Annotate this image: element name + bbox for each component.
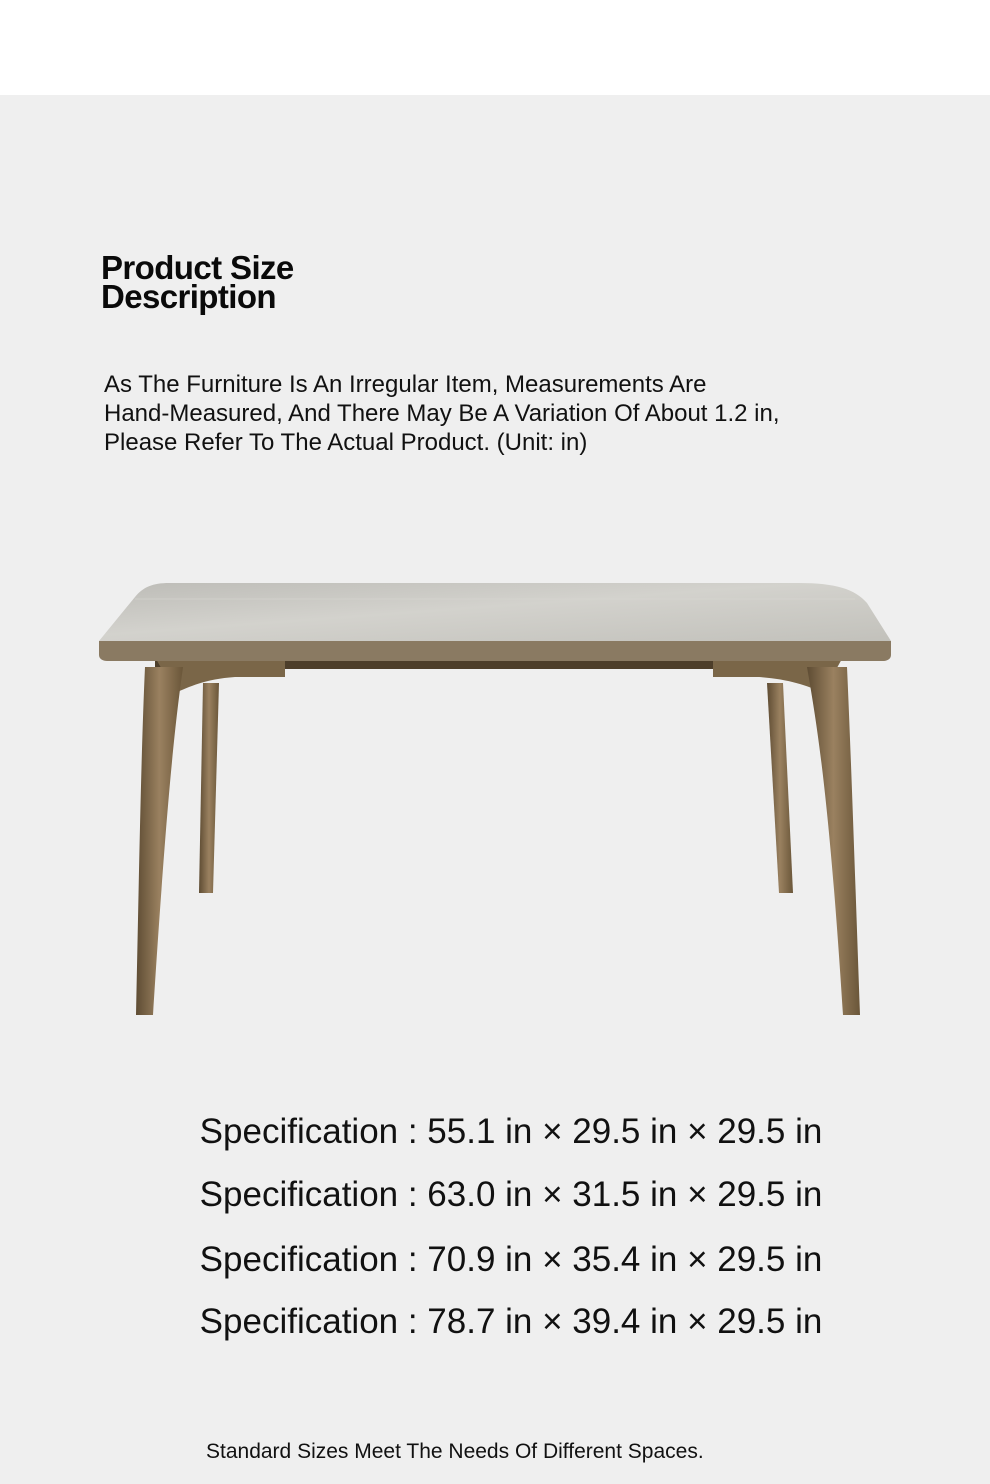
spec-row-2: Specification : 63.0 in × 31.5 in × 29.5 in	[199, 1175, 823, 1214]
top-strip	[0, 0, 990, 95]
measurement-note	[104, 370, 904, 457]
tabletop-edge	[99, 641, 891, 661]
front-right-leg	[807, 667, 860, 1015]
note-line-3: Please Refer To The Actual Product. (Unit: in)	[104, 429, 588, 456]
front-left-leg	[136, 667, 183, 1015]
spec-row-4: Specification : 78.7 in × 39.4 in × 29.5 in	[199, 1302, 823, 1341]
note-line-1: As The Furniture Is An Irregular Item, Measurements Are	[104, 371, 707, 398]
footer-note: Standard Sizes Meet The Needs Of Different Spaces.	[206, 1440, 704, 1463]
back-left-leg	[199, 683, 219, 893]
note-line-2: Hand-Measured, And There May Be A Variation Of About 1.2 in,	[104, 400, 780, 427]
title-line-2: Description	[101, 278, 276, 315]
dining-table-illustration	[95, 575, 895, 1025]
title-line-1: Product Size	[101, 249, 294, 286]
spec-row-1: Specification : 55.1 in × 29.5 in × 29.5 in	[199, 1112, 823, 1151]
back-right-leg	[767, 683, 793, 893]
spec-row-3: Specification : 70.9 in × 35.4 in × 29.5 in	[199, 1240, 823, 1279]
tabletop-surface	[99, 583, 891, 641]
section-title	[101, 249, 501, 315]
